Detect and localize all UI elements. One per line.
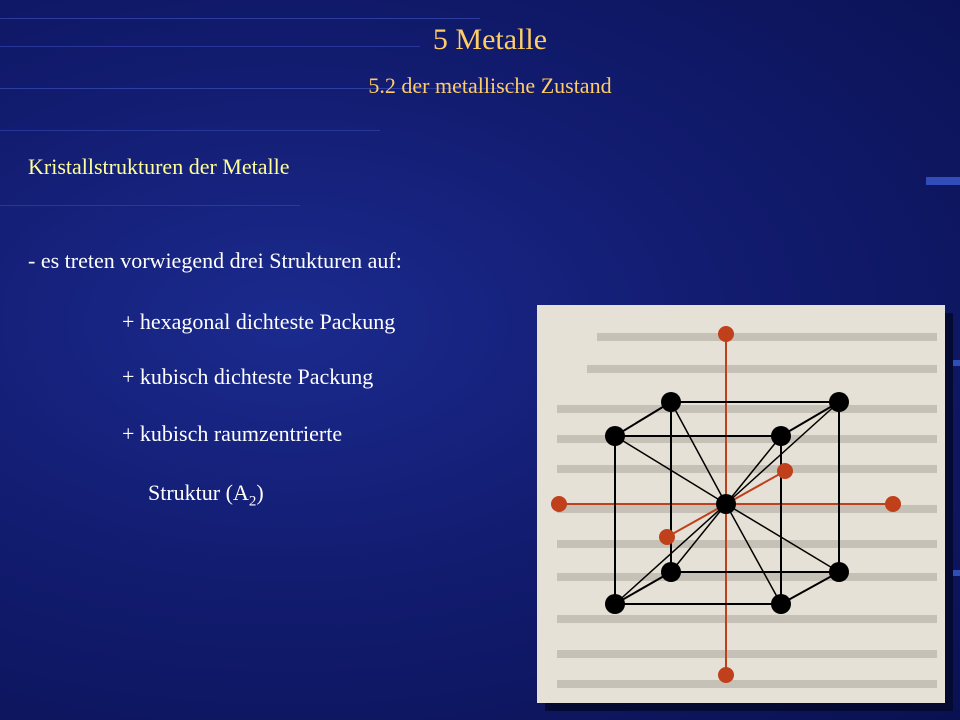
accent-bar [926,177,960,185]
slide-subtitle: 5.2 der metallische Zustand [368,73,612,98]
list-item: + kubisch raumzentrierte [122,421,343,446]
background-streak [0,130,380,131]
continuation-prefix: Struktur (A [148,480,249,505]
crystal-structure-figure [537,305,945,703]
section-heading: Kristallstrukturen der Metalle [28,154,290,179]
intro-text: - es treten vorwiegend drei Strukturen auf: [28,248,402,273]
background-streak [0,205,300,206]
continuation-suffix: ) [256,480,264,505]
bcc-crystal-structure-diagram [537,305,945,703]
background-streak [0,18,480,19]
slide-title: 5 Metalle [432,23,548,56]
list-item: + kubisch dichteste Packung [122,364,374,389]
list-item-continuation [148,480,264,514]
list-item: + hexagonal dichteste Packung [122,309,396,334]
subscript: 2 [248,493,257,510]
